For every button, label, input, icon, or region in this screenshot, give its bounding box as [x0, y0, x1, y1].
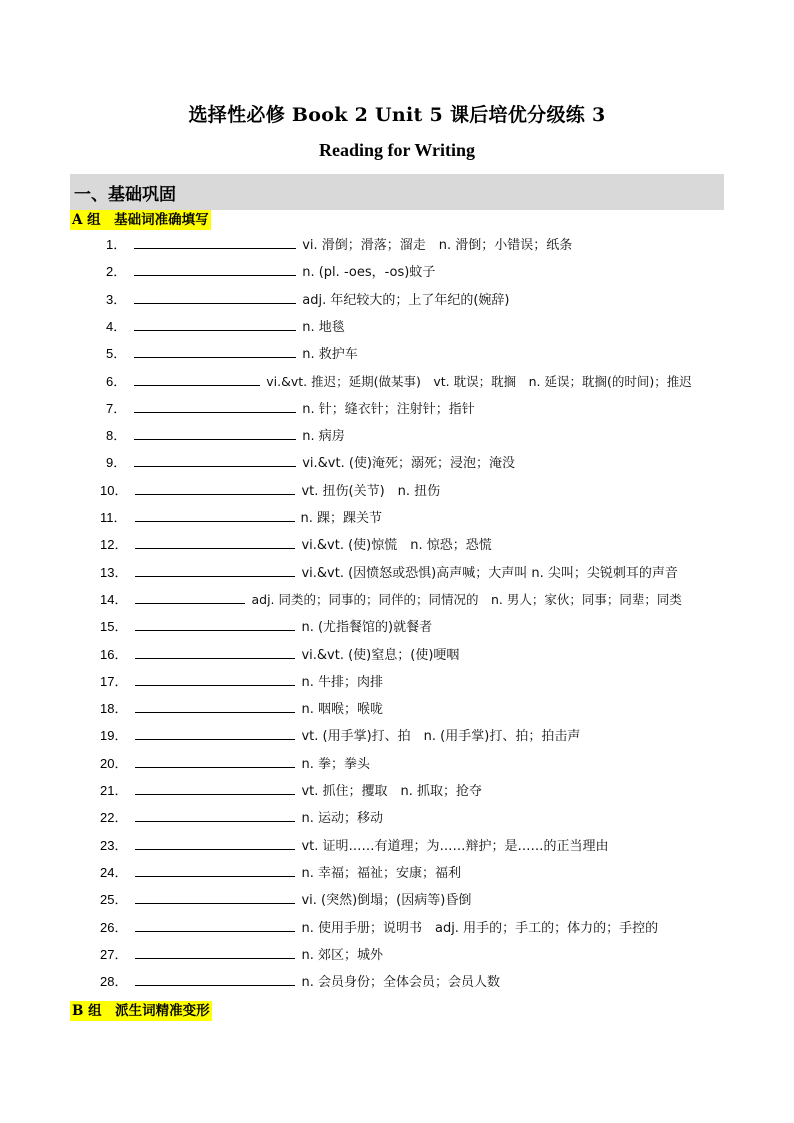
answer-blank[interactable]	[134, 316, 296, 331]
list-item	[106, 289, 509, 311]
item-number: 24．	[100, 864, 128, 880]
item-number: 10．	[100, 482, 128, 498]
answer-blank[interactable]	[135, 671, 295, 686]
item-number: 3．	[106, 291, 127, 307]
item-number: 27．	[100, 946, 128, 962]
item-definition: adj. 同类的；同事的；同伴的；同情况的 n. 男人；家伙；同事；同辈；同类	[251, 591, 682, 607]
list-item	[100, 698, 383, 720]
answer-blank[interactable]	[135, 835, 295, 850]
list-item	[106, 452, 515, 474]
list-item	[100, 644, 459, 666]
item-definition: adj. 年纪较大的；上了年纪的(婉辞)	[302, 292, 510, 308]
item-number: 13．	[100, 564, 128, 580]
list-item	[100, 507, 382, 529]
item-definition: n. 幸福；福祉；安康；福利	[301, 865, 461, 881]
answer-blank[interactable]	[135, 889, 295, 904]
item-definition: vt. 证明……有道理；为……辩护；是……的正当理由	[301, 838, 609, 854]
list-item	[106, 261, 435, 283]
item-definition: vt. 抓住；攫取 n. 抓取；抢夺	[301, 784, 483, 799]
item-number: 26．	[100, 919, 128, 935]
item-definition: n. 咽喉；喉咙	[301, 702, 383, 718]
item-number: 15．	[100, 619, 128, 635]
list-item	[100, 589, 682, 611]
list-item	[106, 425, 345, 447]
item-number: 1．	[106, 237, 127, 252]
list-item	[100, 944, 383, 966]
list-item	[100, 534, 492, 556]
answer-blank[interactable]	[135, 944, 295, 959]
item-number: 22．	[100, 810, 128, 826]
list-item	[100, 862, 461, 884]
page-title: 选择性必修 Book 2 Unit 5 课后培优分级练 3	[188, 104, 606, 126]
item-definition: n. 牛排；肉排	[301, 674, 383, 690]
item-number: 12．	[100, 537, 128, 553]
answer-blank[interactable]	[134, 398, 296, 413]
item-number: 20．	[100, 755, 128, 771]
item-definition: n. 踝；踝关节	[300, 511, 383, 526]
answer-blank[interactable]	[134, 261, 296, 276]
list-item	[106, 234, 572, 256]
list-item	[100, 725, 580, 747]
answer-blank[interactable]	[134, 289, 296, 304]
item-number: 4．	[106, 318, 127, 334]
answer-blank[interactable]	[134, 452, 296, 467]
group-b-label: B 组 派生词精准变形	[72, 1003, 210, 1019]
list-item	[106, 398, 475, 420]
list-item	[100, 807, 383, 829]
item-number: 5．	[106, 346, 127, 362]
item-definition: vi. (突然)倒塌；(因病等)昏倒	[301, 893, 472, 909]
list-item	[106, 371, 692, 393]
item-definition: n. 救护车	[302, 347, 358, 363]
item-definition: n. 针；缝衣针；注射针；指针	[302, 401, 475, 417]
item-definition: vt. (用手掌)打、拍 n. (用手掌)打、拍；拍击声	[301, 729, 581, 745]
answer-blank[interactable]	[135, 807, 295, 822]
item-number: 18．	[100, 701, 128, 717]
item-definition: vi.&vt. (因愤怒或恐惧)高声喊；大声叫 n. 尖叫；尖锐刺耳的声音	[301, 565, 678, 581]
item-number: 25．	[100, 892, 128, 908]
section-heading-bar	[70, 174, 724, 210]
answer-blank[interactable]	[135, 725, 295, 740]
answer-blank[interactable]	[135, 971, 295, 986]
item-number: 23．	[100, 837, 128, 853]
item-number: 28．	[100, 974, 128, 990]
item-number: 21．	[100, 783, 128, 798]
list-item	[100, 616, 432, 638]
list-item	[100, 835, 609, 857]
list-item	[100, 889, 471, 911]
list-item	[100, 671, 383, 693]
answer-blank[interactable]	[135, 862, 295, 877]
list-item	[100, 562, 678, 584]
item-number: 2．	[106, 264, 127, 280]
list-item	[106, 343, 358, 365]
item-definition: n. 使用手册；说明书 adj. 用手的；手工的；体力的；手控的	[301, 920, 659, 936]
answer-blank[interactable]	[135, 534, 295, 549]
item-number: 16．	[100, 646, 128, 662]
item-definition: n. 地毯	[302, 319, 345, 335]
group-a-label: A 组 基础词准确填写	[72, 212, 209, 228]
item-number: 9．	[106, 455, 127, 471]
item-number: 7．	[106, 400, 127, 416]
answer-blank[interactable]	[135, 589, 245, 604]
answer-blank[interactable]	[135, 480, 295, 495]
page-subtitle: Reading for Writing	[318, 140, 475, 160]
section-heading: 一、基础巩固	[74, 185, 176, 205]
item-definition: vi.&vt. (使)窒息；(使)哽咽	[301, 647, 460, 663]
answer-blank[interactable]	[134, 234, 296, 249]
answer-blank[interactable]	[135, 753, 295, 768]
list-item	[100, 971, 500, 993]
item-number: 14．	[100, 591, 128, 607]
item-definition: n. (尤指餐馆的)就餐者	[301, 620, 433, 636]
list-item	[100, 480, 440, 502]
item-definition: vi.&vt. (使)惊慌 n. 惊恐；恐慌	[301, 538, 492, 554]
item-definition: n. (pl. -oes，-os)蚊子	[302, 265, 436, 281]
item-definition: vi.&vt. 推迟；延期(做某事) vt. 耽误；耽搁 n. 延误；耽搁(的时间)；推迟	[266, 373, 692, 389]
item-definition: n. 拳；拳头	[301, 756, 370, 772]
answer-blank[interactable]	[135, 644, 295, 659]
answer-blank[interactable]	[135, 562, 295, 577]
answer-blank[interactable]	[135, 698, 295, 713]
list-item	[100, 917, 658, 939]
answer-blank[interactable]	[134, 343, 296, 358]
answer-blank[interactable]	[134, 371, 260, 386]
item-definition: n. 病房	[302, 429, 345, 445]
item-number: 6．	[106, 373, 127, 389]
list-item	[106, 316, 345, 338]
item-definition: vi.&vt. (使)淹死；溺死；浸泡；淹没	[302, 456, 516, 472]
item-definition: n. 运动；移动	[301, 811, 383, 827]
item-number: 8．	[106, 428, 127, 444]
list-item	[100, 780, 482, 802]
item-number: 19．	[100, 728, 128, 744]
item-number: 11．	[100, 510, 127, 525]
answer-blank[interactable]	[135, 917, 295, 932]
item-number: 17．	[100, 673, 128, 689]
answer-blank[interactable]	[134, 425, 296, 440]
answer-blank[interactable]	[135, 780, 295, 795]
item-definition: n. 会员身份；全体会员；会员人数	[301, 975, 500, 991]
list-item	[100, 753, 370, 775]
answer-blank[interactable]	[135, 616, 295, 631]
item-definition: vt. 扭伤(关节) n. 扭伤	[301, 483, 441, 499]
answer-blank[interactable]	[135, 507, 295, 522]
item-definition: n. 郊区；城外	[301, 947, 383, 963]
item-definition: vi. 滑倒；滑落；溜走 n. 滑倒；小错误；纸条	[302, 238, 573, 253]
